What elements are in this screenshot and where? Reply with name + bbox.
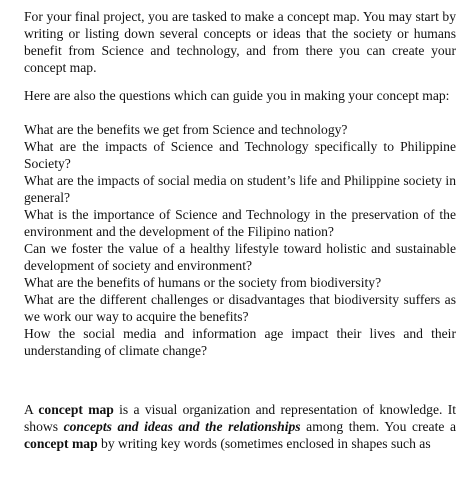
spacer — [24, 359, 456, 401]
question-item: How the social media and information age impact their lives and their understanding of climate change? — [24, 326, 456, 358]
question-item: What are the different challenges or disadvantages that biodiversity suffers as we work our way to acquire the benefits? — [24, 292, 456, 324]
spacer — [24, 76, 456, 87]
question-item: What are the benefits of humans or the society from biodiversity? — [24, 275, 382, 290]
question-item: What are the benefits we get from Science and technology? — [24, 122, 348, 137]
document-page — [24, 8, 456, 452]
definition-term: concept map — [24, 436, 98, 451]
definition-text: among them. You create a — [300, 419, 456, 434]
definition-text: A — [24, 402, 39, 417]
definition-emphasis: concepts and ideas and the relationships — [63, 419, 301, 434]
question-item: Can we foster the value of a healthy lifestyle toward holistic and sustainable development of society and environment? — [24, 241, 456, 273]
definition-text: by writing key words (sometimes enclosed in shapes such as — [97, 436, 431, 451]
definition-text: is a visual organization and representation of knowledge. It shows — [24, 402, 457, 434]
spacer — [24, 104, 456, 121]
question-item: What is the importance of Science and Technology in the preservation of the environment and the development of the Filipino nation? — [24, 207, 456, 239]
question-item: What are the impacts of social media on student’s life and Philippine society in general? — [24, 173, 456, 205]
definition-paragraph — [24, 401, 456, 452]
intro-paragraph: For your final project, you are tasked to make a concept map. You may start by writing or listing down several concepts or ideas that the society or humans benefit from Science and technology, and from there you can create your concept map. — [24, 9, 456, 75]
question-item: What are the impacts of Science and Technology specifically to Philippine Society? — [24, 139, 456, 171]
definition-term: concept map — [38, 402, 114, 417]
question-list — [24, 121, 456, 359]
guide-paragraph: Here are also the questions which can guide you in making your concept map: — [24, 88, 450, 103]
